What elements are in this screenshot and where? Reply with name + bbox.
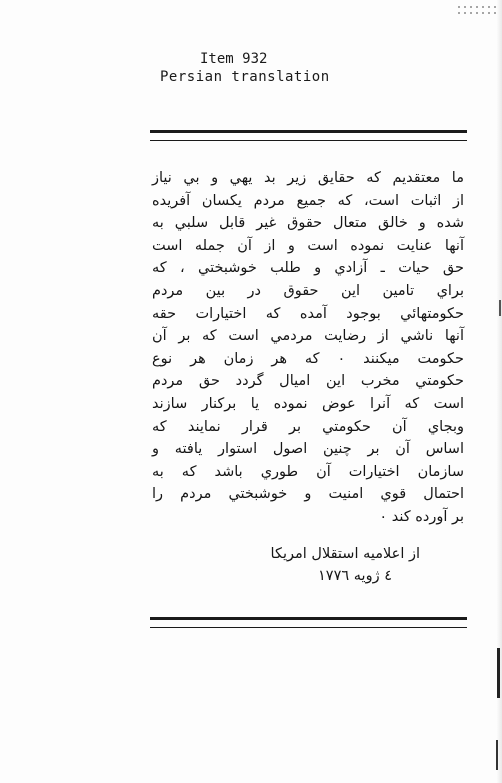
text-line: حكومت ميكنند ٠ كه هر زمان هر نوع xyxy=(152,350,464,367)
text-line: وبجاي آن حكومتي بر قرار نمايند كه xyxy=(152,418,464,435)
text-line: آنها عنايت نموده است و از آن جمله است xyxy=(152,237,464,254)
document-header xyxy=(160,50,360,86)
scan-mark xyxy=(497,648,500,698)
translated-text xyxy=(152,167,464,529)
source-citation xyxy=(150,543,420,587)
text-line: براي تامين اين حقوق در بين مردم xyxy=(152,282,464,299)
text-line: اساس آن بر چنين اصول استوار يافته و xyxy=(152,441,464,458)
bottom-rule-thick xyxy=(150,617,467,620)
text-line: ما معتقديم كه حقايق زير بد يهي و بي نياز xyxy=(152,170,464,186)
text-line: حكومتي مخرب اين اميال گردد حق مردم xyxy=(152,373,464,390)
source-date: ٤ ژويه ١٧٧٦ xyxy=(318,568,392,584)
scan-mark xyxy=(496,740,498,770)
text-line: است كه آنرا عوض نموده يا بركنار سازند xyxy=(152,395,464,412)
bottom-rule-thin xyxy=(150,627,467,628)
scan-mark xyxy=(499,300,501,316)
text-line: از اثبات است، كه جميع مردم يكسان آفريده xyxy=(152,192,464,209)
text-line: سازمان اختيارات آن طوري باشد كه به xyxy=(152,463,464,480)
item-number: Item 932 xyxy=(200,51,268,67)
source-title: از اعلاميه استقلال امريكا xyxy=(270,546,420,562)
text-line: شده و خالق متعال حقوق غير قابل سلبي به xyxy=(152,215,464,232)
top-rule-thick xyxy=(150,130,467,133)
text-line: حق حيات ـ آزادي و طلب خوشبختي ، كه xyxy=(152,260,464,277)
text-line: بر آورده كند ٠ xyxy=(379,508,464,525)
scan-dots xyxy=(456,4,496,18)
document-subtitle: Persian translation xyxy=(160,69,330,85)
text-line: حكومتهائي بوجود آمده كه اختيارات حقه xyxy=(152,305,464,322)
text-line: آنها ناشي از رضايت مردمي است كه بر آن xyxy=(152,328,464,345)
top-rule-thin xyxy=(150,140,467,141)
text-line: احتمال قوي امنيت و خوشبختي مردم را xyxy=(152,486,464,503)
